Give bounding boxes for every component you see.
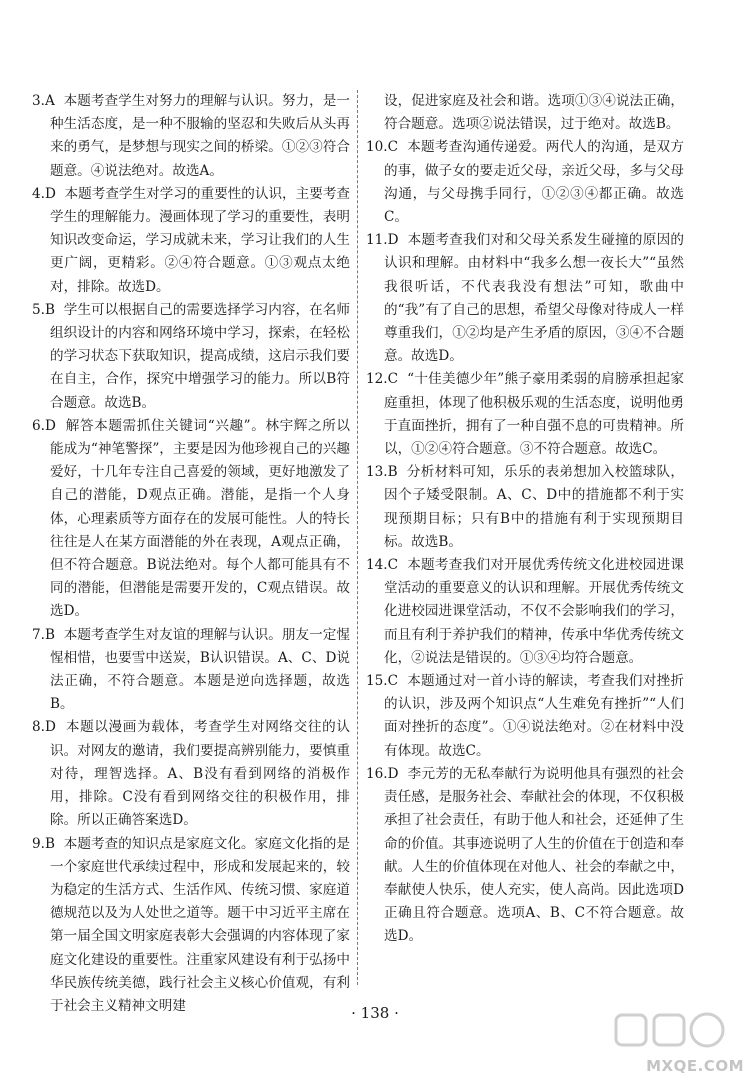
answer-item-10 — [366, 136, 684, 229]
item-explanation: 设，促进家庭及社会和谐。选项①③④说法正确，符合题意。选项②说法错误，过于绝对。故选B。 — [384, 93, 684, 133]
answer-item-8 — [32, 716, 350, 832]
item-number: 6. — [32, 417, 45, 434]
item-number: 8. — [32, 719, 45, 736]
watermark-text: MXQE.COM — [646, 1057, 744, 1075]
item-number: 7. — [32, 626, 45, 643]
item-explanation: 本题考查的知识点是家庭文化。家庭文化指的是一个家庭世代承续过程中，形成和发展起来的，较为稳定的生活方式、生活作风、传统习惯、家庭道德规范以及为人处世之道等。题干中习近平主席在第一届全国文明家庭表彰大会强调的内容体现了家庭文化建设的重要性。注重家风建设有利于弘扬中华民族传统美德，践行社会主义核心价值观，有利于社会主义精神文明建 — [50, 835, 350, 1014]
answer-item-5 — [32, 299, 350, 415]
answer-item-16 — [366, 763, 684, 949]
item-number: 15. — [366, 673, 388, 690]
item-answer: D — [44, 417, 56, 434]
item-answer: C — [387, 139, 399, 156]
item-explanation: 学生可以根据自己的需要选择学习内容，在名师组织设计的内容和网络环境中学习，探索，在轻松的学习状态下获取知识，提高成绩，这启示我们要在自主，合作，探究中增强学习的能力。所以B符合题意。故选B。 — [50, 301, 350, 411]
item-number: 16. — [366, 765, 388, 782]
item-number: 5. — [32, 301, 45, 318]
item-answer: B — [44, 626, 55, 643]
item-answer: C — [387, 371, 399, 388]
item-answer: D — [387, 232, 399, 249]
answer-item-14 — [366, 554, 684, 670]
item-answer: B — [44, 835, 55, 852]
item-answer: D — [44, 719, 56, 736]
item-number: 12. — [366, 371, 388, 388]
answer-item-15 — [366, 670, 684, 763]
answer-item-9 — [32, 833, 350, 1019]
answer-item-12 — [366, 368, 684, 461]
answer-item-11 — [366, 229, 684, 368]
item-answer: D — [387, 765, 399, 782]
item-explanation: 本题考查沟通传递爱。两代人的沟通，是双方的事，做子女的要走近父母，亲近父母，多与父母沟通，与父母携手同行，①②③④都正确。故选C。 — [384, 139, 684, 226]
item-number: 13. — [366, 464, 388, 481]
answer-item-13 — [366, 461, 684, 554]
answer-item-3 — [32, 90, 350, 183]
item-explanation: 分析材料可知，乐乐的表弟想加入校篮球队，因个子矮受限制。A、C、D中的措施都不利于实现预期目标；只有B中的措施有利于实现预期目标。故选B。 — [384, 464, 684, 550]
item-answer: B — [387, 464, 398, 481]
column-divider — [357, 90, 358, 985]
item-answer: A — [44, 93, 55, 109]
item-answer: B — [44, 301, 55, 318]
item-number: 4. — [32, 185, 45, 202]
item-number: 14. — [366, 557, 388, 574]
answer-item-7 — [32, 624, 350, 717]
item-number: 10. — [366, 139, 388, 156]
item-explanation: 本题通过对一首小诗的解读，考查我们对挫折的认识，涉及两个知识点“人生难免有挫折”“人们面对挫折的态度”。①④说法绝对。②在材料中没有体现。故选C。 — [384, 673, 684, 759]
item-answer: C — [387, 673, 399, 690]
item-number: 11. — [366, 232, 388, 249]
item-answer: C — [387, 557, 399, 574]
answer-item-6 — [32, 415, 350, 624]
item-explanation: 本题以漫画为载体，考查学生对网络交往的认识。对网友的邀请，我们要提高辨别能力，要慎重对待，理智选择。A、B没有看到网络的消极作用，排除。C没有看到网络交往的积极作用，排除。所以正确答案选D。 — [50, 719, 350, 829]
right-column — [366, 90, 684, 949]
item-answer: D — [44, 185, 56, 202]
item-explanation: 本题考查学生对学习的重要性的认识，主要考查学生的理解能力。漫画体现了学习的重要性，表明知识改变命运，学习成就未来，学习让我们的人生更广阔，更精彩。②④符合题意。①③观点太绝对，排除。故选D。 — [50, 185, 351, 295]
item-explanation: 本题考查学生对友谊的理解与认识。朋友一定惺惺相惜，也要雪中送炭，B认识错误。A、C、D说法正确，不符合题意。本题是逆向选择题，故选B。 — [50, 626, 350, 713]
item-number: 3. — [32, 93, 45, 109]
answer-item-9-continued — [366, 90, 684, 136]
item-explanation: 李元芳的无私奉献行为说明他具有强烈的社会责任感，是服务社会、奉献社会的体现，不仅积极承担了社会责任，有助于他人和社会，还延伸了生命的价值。其事迹说明了人生的价值在于创造和奉献。人生的价值体现在对他人、社会的奉献之中，奉献使人快乐，使人充实，使人高尚。因此选项D正确且符合题意。选项A、B、C不符合题意。故选D。 — [384, 765, 684, 945]
item-explanation: 本题考查我们对和父母关系发生碰撞的原因的认识和理解。由材料中“我多么想一夜长大”“虽然我很听话，不代表我没有想法”可知，歌曲中的“我”有了自己的思想，希望父母像对待成人一样尊重我们，①②均是产生矛盾的原因，③④不合题意。故选D。 — [384, 232, 684, 365]
item-explanation: 本题考查学生对努力的理解与认识。努力，是一种生活态度，是一种不服输的坚忍和失败后从头再来的勇气，是梦想与现实之间的桥梁。①②③符合题意。④说法绝对。故选A。 — [50, 93, 350, 179]
answer-item-4 — [32, 183, 350, 299]
item-explanation: 本题考查我们对开展优秀传统文化进校园进课堂活动的重要意义的认识和理解。开展优秀传统文化进校园进课堂活动，不仅不会影响我们的学习，而且有利于养护我们的精神，传承中华优秀传统文化，②说法是错误的。①③④均符合题意。 — [384, 557, 684, 666]
item-explanation: “十佳美德少年”熊子豪用柔弱的肩膀承担起家庭重担，体现了他积极乐观的生活态度，说明他勇于直面挫折，拥有了一种自强不息的可贵精神。所以，①②④符合题意。③不符合题意。故选C。 — [384, 371, 684, 458]
page-number: · 138 · — [351, 1004, 399, 1022]
left-column — [32, 90, 350, 1018]
item-explanation: 解答本题需抓住关键词“兴趣”。林宇辉之所以能成为“神笔警探”，主要是因为他珍视自己的兴趣爱好，十几年专注自己喜爱的领域，更好地激发了自己的潜能，D观点正确。潜能，是指一个人身体，心理素质等方面存在的发展可能性。人的特长往往是人在某方面潜能的外在表现，A观点正确，但不符合题意。B说法绝对。每个人都可能具有不同的潜能，但潜能是需要开发的，C观点错误。故选D。 — [50, 417, 350, 620]
item-number: 9. — [32, 835, 45, 852]
